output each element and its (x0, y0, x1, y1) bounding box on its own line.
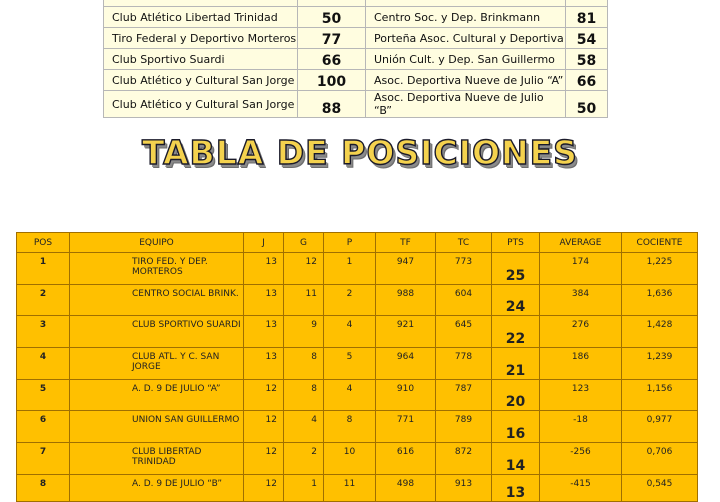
cell-points-for: 921 (376, 316, 436, 348)
cell-won: 8 (284, 348, 324, 380)
cell-pos: 4 (17, 348, 70, 380)
standings-row (17, 474, 698, 501)
cell-won: 8 (284, 379, 324, 411)
away-score: 50 (566, 91, 608, 118)
cell-points: 25 (492, 253, 540, 285)
column-header-lost: P (324, 233, 376, 253)
column-header-played: J (244, 233, 284, 253)
result-row (104, 70, 608, 91)
home-score: 50 (298, 7, 366, 28)
standings-body (17, 253, 698, 502)
cell-points: 24 (492, 284, 540, 316)
cell-average: 174 (540, 253, 622, 285)
cell-lost: 4 (324, 316, 376, 348)
cell-points-for: 947 (376, 253, 436, 285)
away-team: Porteña Asoc. Cultural y Deportiva (366, 28, 566, 49)
cell-won: 12 (284, 253, 324, 285)
cell-played: 13 (244, 348, 284, 380)
cell-points-for: 964 (376, 348, 436, 380)
cell-quotient: 1,428 (622, 316, 698, 348)
cell-team: TIRO FED. Y DEP. MORTEROS (70, 253, 244, 285)
home-score: 88 (298, 91, 366, 118)
standings-row (17, 411, 698, 443)
cell-played: 13 (244, 284, 284, 316)
cell-lost: 11 (324, 474, 376, 501)
cell-played: 13 (244, 316, 284, 348)
home-team: Club Atlético Libertad Trinidad (104, 7, 298, 28)
away-score: 58 (566, 49, 608, 70)
home-team: Tiro Federal y Deportivo Morteros (104, 28, 298, 49)
cell-average: -256 (540, 443, 622, 475)
cell-won: 1 (284, 474, 324, 501)
cell-points-for: 616 (376, 443, 436, 475)
cell-lost: 4 (324, 379, 376, 411)
cell-played: 13 (244, 253, 284, 285)
standings-row (17, 379, 698, 411)
column-header-points-against: TC (436, 233, 492, 253)
cell-points-for: 498 (376, 474, 436, 501)
standings-row (17, 316, 698, 348)
away-score: 66 (566, 70, 608, 91)
cell-quotient: 0,545 (622, 474, 698, 501)
cell-points-against: 604 (436, 284, 492, 316)
result-row (104, 91, 608, 118)
cell-average: 276 (540, 316, 622, 348)
cell-points: 16 (492, 411, 540, 443)
cell-pos: 5 (17, 379, 70, 411)
cell-points: 14 (492, 443, 540, 475)
cell-lost: 2 (324, 284, 376, 316)
cell-quotient: 1,156 (622, 379, 698, 411)
cell-points-against: 787 (436, 379, 492, 411)
column-header-quotient: COCIENTE (622, 233, 698, 253)
cell-pos: 3 (17, 316, 70, 348)
cell-won: 4 (284, 411, 324, 443)
home-score: 77 (298, 28, 366, 49)
column-header-team: EQUIPO (70, 233, 244, 253)
cell-won: 2 (284, 443, 324, 475)
match-results-body (104, 0, 608, 118)
cell-won: 11 (284, 284, 324, 316)
cell-average: 123 (540, 379, 622, 411)
home-score: 100 (298, 70, 366, 91)
cell-team: CLUB ATL. Y C. SAN JORGE (70, 348, 244, 380)
cell-average: 186 (540, 348, 622, 380)
cell-lost: 5 (324, 348, 376, 380)
cell-average: -415 (540, 474, 622, 501)
away-team: Asoc. Deportiva Nueve de Julio “B” (366, 91, 566, 118)
home-team: Club Sportivo Suardi (104, 49, 298, 70)
cell-points-for: 988 (376, 284, 436, 316)
cell-pos: 6 (17, 411, 70, 443)
standings-row (17, 284, 698, 316)
cell-played: 12 (244, 474, 284, 501)
column-header-pos: POS (17, 233, 70, 253)
cell-points: 20 (492, 379, 540, 411)
standings-header-row (17, 233, 698, 253)
away-team: Unión Cult. y Dep. San Guillermo (366, 49, 566, 70)
standings-table (16, 232, 698, 502)
cell-points-for: 771 (376, 411, 436, 443)
standings-row (17, 348, 698, 380)
cell-points-against: 872 (436, 443, 492, 475)
cell-played: 12 (244, 379, 284, 411)
cell-team: A. D. 9 DE JULIO “B” (70, 474, 244, 501)
cell-quotient: 0,977 (622, 411, 698, 443)
cell-played: 12 (244, 411, 284, 443)
column-header-points: PTS (492, 233, 540, 253)
cell-pos: 7 (17, 443, 70, 475)
home-team: Club Atlético y Cultural San Jorge (104, 70, 298, 91)
away-score: 81 (566, 7, 608, 28)
cell-points: 13 (492, 474, 540, 501)
cell-lost: 10 (324, 443, 376, 475)
cell-points-against: 778 (436, 348, 492, 380)
cell-quotient: 1,225 (622, 253, 698, 285)
cell-won: 9 (284, 316, 324, 348)
cell-team: CLUB SPORTIVO SUARDI (70, 316, 244, 348)
cell-points: 21 (492, 348, 540, 380)
cell-points-against: 773 (436, 253, 492, 285)
standings-row (17, 253, 698, 285)
away-score: 54 (566, 28, 608, 49)
cell-points-against: 913 (436, 474, 492, 501)
cell-lost: 8 (324, 411, 376, 443)
home-team: Club Atlético y Cultural San Jorge (104, 91, 298, 118)
cell-quotient: 0,706 (622, 443, 698, 475)
cell-team: CLUB LIBERTAD TRINIDAD (70, 443, 244, 475)
cell-team: A. D. 9 DE JULIO “A” (70, 379, 244, 411)
result-row (104, 7, 608, 28)
column-header-average: AVERAGE (540, 233, 622, 253)
cell-team: UNION SAN GUILLERMO (70, 411, 244, 443)
cell-pos: 8 (17, 474, 70, 501)
cell-quotient: 1,636 (622, 284, 698, 316)
cell-points: 22 (492, 316, 540, 348)
cell-quotient: 1,239 (622, 348, 698, 380)
match-results-table (103, 0, 608, 118)
cell-average: 384 (540, 284, 622, 316)
cell-average: -18 (540, 411, 622, 443)
column-header-won: G (284, 233, 324, 253)
cell-played: 12 (244, 443, 284, 475)
cell-pos: 2 (17, 284, 70, 316)
result-row (104, 28, 608, 49)
standings-row (17, 443, 698, 475)
cell-lost: 1 (324, 253, 376, 285)
cell-team: CENTRO SOCIAL BRINK. (70, 284, 244, 316)
cell-points-for: 910 (376, 379, 436, 411)
page-title: TABLA DE POSICIONES (142, 133, 578, 172)
cell-points-against: 645 (436, 316, 492, 348)
home-score: 66 (298, 49, 366, 70)
cell-pos: 1 (17, 253, 70, 285)
away-team: Centro Soc. y Dep. Brinkmann (366, 7, 566, 28)
cell-points-against: 789 (436, 411, 492, 443)
result-row (104, 49, 608, 70)
away-team: Asoc. Deportiva Nueve de Julio “A” (366, 70, 566, 91)
column-header-points-for: TF (376, 233, 436, 253)
